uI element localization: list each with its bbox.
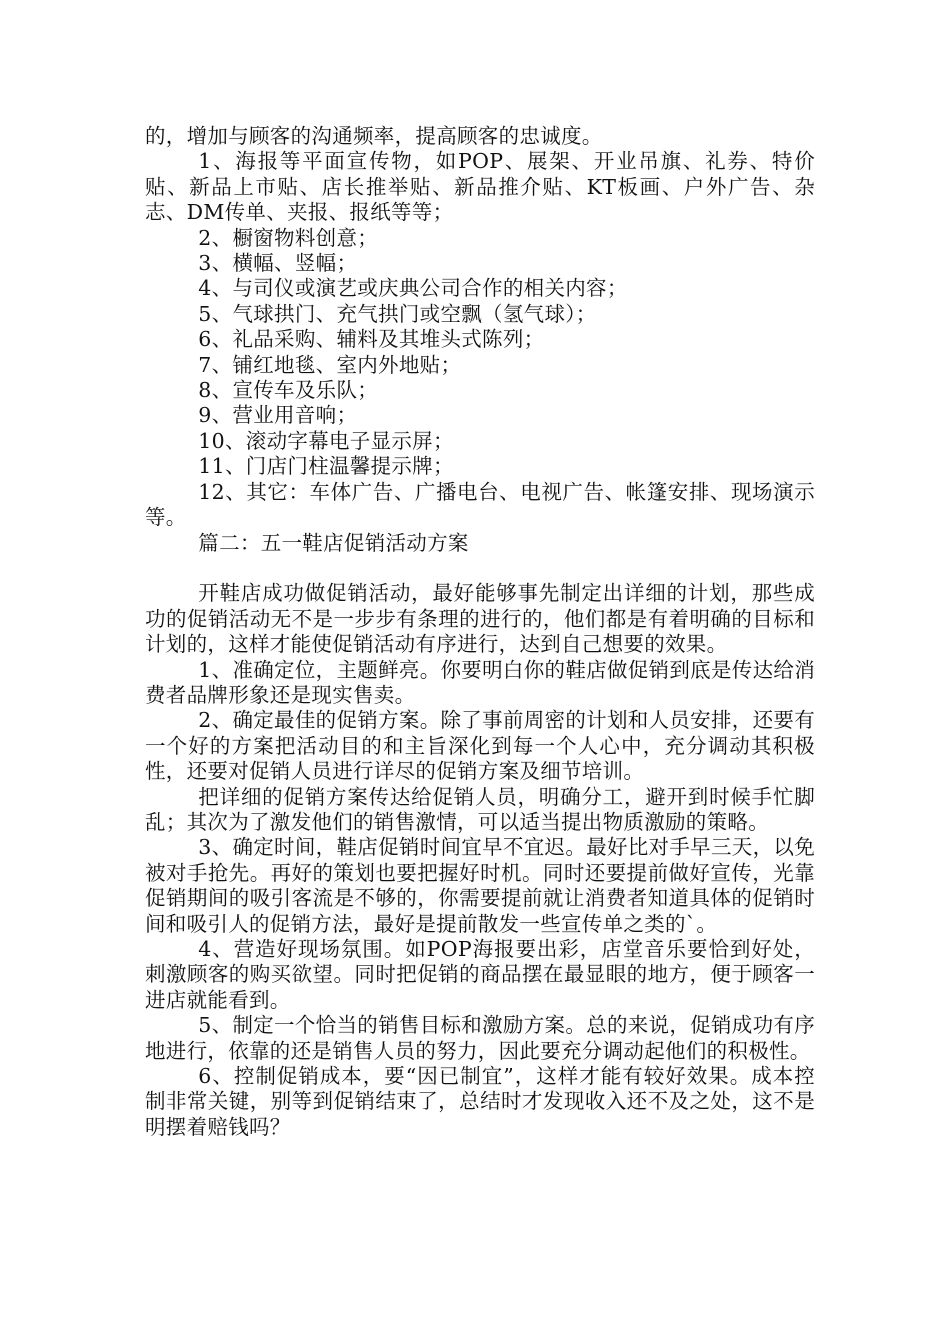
list-item: 6、礼品采购、辅料及其堆头式陈列；: [198, 327, 545, 352]
body-paragraph: 5、制定一个恰当的销售目标和激励方案。总的来说，促销成功有序地进行，依靠的还是销售人员的努力，因此要充分调动起他们的积极性。: [145, 1013, 815, 1063]
opening-line: 的，增加与顾客的沟通频率，提高顾客的忠诚度。: [145, 124, 603, 148]
body-paragraph: 6、控制促销成本，要“因已制宜”，这样才能有较好效果。成本控制非常关键，别等到促销结束了，总结时才发现收入还不及之处，这不是明摆着赔钱吗？: [145, 1064, 815, 1139]
body-paragraph: 开鞋店成功做促销活动，最好能够事先制定出详细的计划，那些成功的促销活动无不是一步步有条理的进行的，他们都是有着明确的目标和计划的，这样才能使促销活动有序进行，达到自己想要的效果。: [145, 581, 815, 657]
list-item: 12、其它：车体广告、广播电台、电视广告、帐篷安排、现场演示等。: [145, 479, 815, 530]
list-item: 9、营业用音响；: [198, 403, 358, 428]
body-paragraph: 2、确定最佳的促销方案。除了事前周密的计划和人员安排，还要有一个好的方案把活动目的和主旨深化到每一个人心中，充分调动其积极性，还要对促销人员进行详尽的促销方案及细节培训。: [145, 708, 815, 784]
list-item: 3、横幅、竖幅；: [198, 251, 358, 276]
body-paragraph: 把详细的促销方案传达给促销人员，明确分工，避开到时候手忙脚乱；其次为了激发他们的销售激情，可以适当提出物质激励的策略。: [145, 784, 815, 834]
list-item: 2、橱窗物料创意；: [198, 225, 379, 250]
section-heading: 篇二：五一鞋店促销活动方案: [198, 530, 469, 555]
list-item: 10、滚动字幕电子显示屏；: [198, 428, 454, 453]
body-paragraph: 4、营造好现场氛围。如POP海报要出彩，店堂音乐要恰到好处，刺激顾客的购买欲望。同时把促销的商品摆在最显眼的地方，便于顾客一进店就能看到。: [145, 936, 815, 1012]
blank-line: [145, 556, 815, 581]
list-item: 8、宣传车及乐队；: [198, 378, 379, 403]
document-body: [145, 124, 815, 1140]
list-item: 4、与司仪或演艺或庆典公司合作的相关内容；: [198, 276, 628, 301]
body-paragraph: 3、确定时间，鞋店促销时间宜早不宜迟。最好比对手早三天，以免被对手抢先。再好的策划也要把握好时机。同时还要提前做好宣传，光靠促销期间的吸引客流是不够的，你需要提前就让消费者知道具体的促销时间和吸引人的促销方法，最好是提前散发一些宣传单之类的`。: [145, 835, 815, 936]
list-item: 11、门店门柱温馨提示牌；: [198, 454, 454, 479]
list-item: 7、铺红地毯、室内外地贴；: [198, 352, 462, 377]
body-paragraph: 1、准确定位，主题鲜亮。你要明白你的鞋店做促销到底是传达给消费者品牌形象还是现实售卖。: [145, 657, 815, 707]
list-item: 5、气球拱门、充气拱门或空飘（氢气球）；: [198, 301, 597, 326]
list-item: 1、海报等平面宣传物，如POP、展架、开业吊旗、礼券、特价贴、新品上市贴、店长推举贴、新品推介贴、KT板画、户外广告、杂志、DM传单、夹报、报纸等等；: [145, 149, 815, 225]
